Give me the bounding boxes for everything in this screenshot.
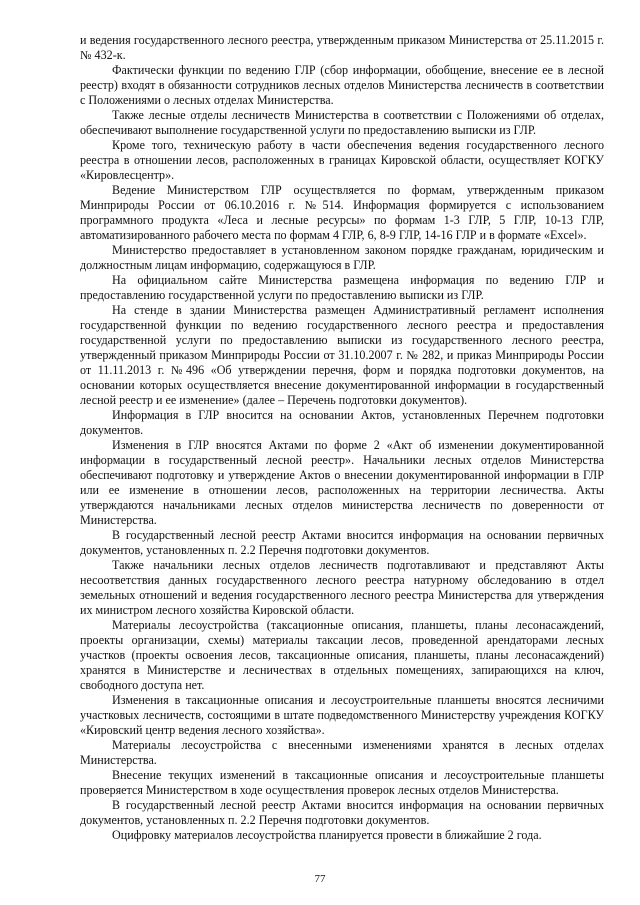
paragraph: В государственный лесной реестр Актами вносится информация на основании первичных документов, установленных п. 2.2 Перечня подготовки документов.	[80, 798, 604, 827]
paragraph: Материалы лесоустройства (таксационные описания, планшеты, планы лесонасаждений, проекты организации, схемы) материалы таксации лесов, проведенной арендаторами лесных участков (проекты освоения лесов, таксационные описания, планшеты, планы лесонасаждений) хранятся в Министерстве и лесничествах в отдельных помещениях, запирающихся на ключ, свободного доступа нет.	[80, 618, 604, 692]
document-body	[80, 33, 604, 843]
page-number: 77	[314, 873, 326, 885]
paragraph: Министерство предоставляет в установленном законом порядке гражданам, юридическим и должностным лицам информацию, содержащуюся в ГЛР.	[80, 243, 604, 272]
paragraph: Кроме того, техническую работу в части обеспечения ведения государственного лесного реестра в отношении лесов, расположенных в границах Кировской области, осуществляет КОГКУ «Кировлесцентр».	[80, 138, 604, 182]
paragraph: Также начальники лесных отделов лесничеств подготавливают и представляют Акты несоответствия данных государственного лесного реестра натурному обследованию в отдел земельных отношений и ведения государственного лесного реестра Министерства для утверждения их министром лесного хозяйства Кировской области.	[80, 558, 604, 617]
paragraph: Информация в ГЛР вносится на основании Актов, установленных Перечнем подготовки документов.	[80, 408, 604, 437]
paragraph: и ведения государственного лесного реестра, утвержденным приказом Министерства от 25.11.2015 г. № 432-к.	[80, 33, 604, 62]
paragraph: Ведение Министерством ГЛР осуществляется по формам, утвержденным приказом Минприроды России от 06.10.2016 г. №514. Информация формируется с использованием программного продукта «Леса и лесные ресурсы» по формам 1-3 ГЛР, 5 ГЛР, 10-13 ГЛР, автоматизированного рабочего места по формам 4 ГЛР, 6, 8-9 ГЛР, 14-16 ГЛР и в формате «Excel».	[80, 183, 604, 242]
paragraph: На стенде в здании Министерства размещен Административный регламент исполнения государственной функции по ведению государственного лесного реестра и предоставления государственной услуги по предоставлению выписки из государственного лесного реестра, утвержденный приказом Минприроды России от 31.10.2007 г. № 282, и приказ Минприроды России от 11.11.2013 г. №496 «Об утверждении перечня, форм и порядка подготовки документов, на основании которых осуществляется внесение документированной информации в государственный лесной реестр и ее изменение» (далее – Перечень подготовки документов).	[80, 303, 604, 407]
paragraph: В государственный лесной реестр Актами вносится информация на основании первичных документов, установленных п. 2.2 Перечня подготовки документов.	[80, 528, 604, 557]
paragraph: Фактически функции по ведению ГЛР (сбор информации, обобщение, внесение ее в лесной реестр) входят в обязанности сотрудников лесных отделов Министерства лесничеств в соответствии с Положениями о лесных отделах Министерства.	[80, 63, 604, 107]
paragraph: Также лесные отделы лесничеств Министерства в соответствии с Положениями об отделах, обеспечивают выполнение государственной услуги по предоставлению выписки из ГЛР.	[80, 108, 604, 137]
paragraph: Оцифровку материалов лесоустройства планируется провести в ближайшие 2 года.	[112, 828, 542, 842]
paragraph: Внесение текущих изменений в таксационные описания и лесоустроительные планшеты проверяется Министерством в ходе осуществления проверок лесных отделов Министерства.	[80, 768, 604, 797]
paragraph: Материалы лесоустройства с внесенными изменениями хранятся в лесных отделах Министерства.	[80, 738, 604, 767]
paragraph: На официальном сайте Министерства размещена информация по ведению ГЛР и предоставлению государственной услуги по предоставлению выписки из ГЛР.	[80, 273, 604, 302]
paragraph: Изменения в ГЛР вносятся Актами по форме 2 «Акт об изменении документированной информации в государственный лесной реестр». Начальники лесных отделов Министерства обеспечивают подготовку и утверждение Актов о внесении документированной информации в ГЛР или ее изменение в отношении лесов, расположенных на территории лесничества. Акты утверждаются начальниками лесных отделов министерства лесничеств по доверенности от Министерства.	[80, 438, 604, 527]
paragraph: Изменения в таксационные описания и лесоустроительные планшеты вносятся лесничими участковых лесничеств, состоящими в штате подведомственного Министерству учреждения КОГКУ «Кировский центр ведения лесного хозяйства».	[80, 693, 604, 737]
